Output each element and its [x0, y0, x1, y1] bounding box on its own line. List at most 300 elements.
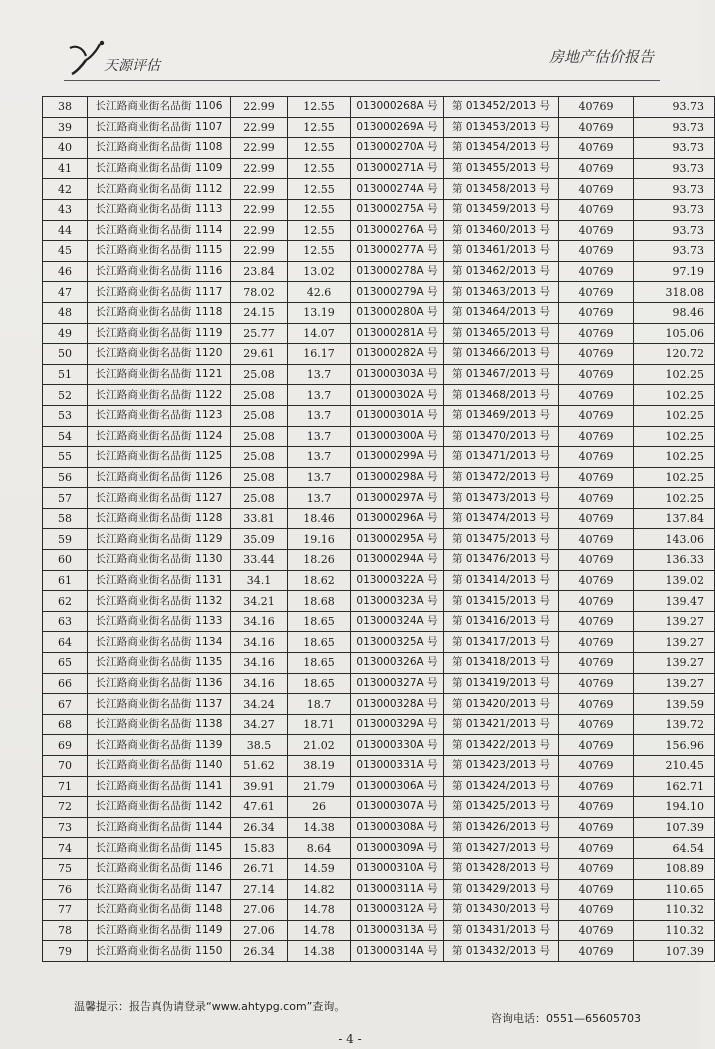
license-no-cell: 第 013421/2013 号	[444, 714, 559, 735]
unit-price-cell: 40769	[559, 550, 634, 571]
table-row	[43, 941, 715, 962]
building-area-cell: 27.06	[231, 920, 288, 941]
table-row	[43, 653, 715, 674]
property-cert-no-cell: 013000327A 号	[351, 673, 444, 694]
property-cert-no-cell: 013000303A 号	[351, 364, 444, 385]
building-area-cell: 34.16	[231, 653, 288, 674]
land-area-cell: 12.55	[288, 158, 351, 179]
unit-price-cell: 40769	[559, 653, 634, 674]
company-name: 天源评估	[104, 58, 160, 74]
license-no-cell: 第 013463/2013 号	[444, 282, 559, 303]
license-no-cell: 第 013471/2013 号	[444, 447, 559, 468]
license-no-cell: 第 013473/2013 号	[444, 488, 559, 509]
table-row	[43, 344, 715, 365]
row-number-cell: 79	[43, 941, 88, 962]
row-number-cell: 69	[43, 735, 88, 756]
unit-location-cell: 长江路商业街名品街 1147	[88, 879, 231, 900]
building-area-cell: 34.16	[231, 673, 288, 694]
row-number-cell: 44	[43, 220, 88, 241]
total-value-cell: 93.73	[634, 97, 715, 118]
table-row	[43, 467, 715, 488]
land-area-cell: 14.07	[288, 323, 351, 344]
unit-location-cell: 长江路商业街名品街 1146	[88, 858, 231, 879]
building-area-cell: 15.83	[231, 838, 288, 859]
page-number: - 4 -	[338, 1032, 362, 1046]
unit-price-cell: 40769	[559, 179, 634, 200]
unit-price-cell: 40769	[559, 694, 634, 715]
property-cert-no-cell: 013000314A 号	[351, 941, 444, 962]
license-no-cell: 第 013460/2013 号	[444, 220, 559, 241]
building-area-cell: 26.34	[231, 817, 288, 838]
land-area-cell: 12.55	[288, 199, 351, 220]
total-value-cell: 102.25	[634, 426, 715, 447]
unit-price-cell: 40769	[559, 282, 634, 303]
total-value-cell: 93.73	[634, 117, 715, 138]
land-area-cell: 18.26	[288, 550, 351, 571]
land-area-cell: 21.02	[288, 735, 351, 756]
building-area-cell: 25.08	[231, 447, 288, 468]
total-value-cell: 93.73	[634, 158, 715, 179]
unit-location-cell: 长江路商业街名品街 1144	[88, 817, 231, 838]
property-cert-no-cell: 013000329A 号	[351, 714, 444, 735]
license-no-cell: 第 013464/2013 号	[444, 302, 559, 323]
building-area-cell: 78.02	[231, 282, 288, 303]
license-no-cell: 第 013472/2013 号	[444, 467, 559, 488]
row-number-cell: 51	[43, 364, 88, 385]
property-cert-no-cell: 013000328A 号	[351, 694, 444, 715]
property-cert-no-cell: 013000294A 号	[351, 550, 444, 571]
table-row	[43, 302, 715, 323]
building-area-cell: 33.81	[231, 508, 288, 529]
total-value-cell: 102.25	[634, 364, 715, 385]
property-cert-no-cell: 013000270A 号	[351, 138, 444, 159]
row-number-cell: 65	[43, 653, 88, 674]
license-no-cell: 第 013415/2013 号	[444, 591, 559, 612]
unit-price-cell: 40769	[559, 364, 634, 385]
building-area-cell: 26.34	[231, 941, 288, 962]
unit-price-cell: 40769	[559, 508, 634, 529]
unit-price-cell: 40769	[559, 920, 634, 941]
land-area-cell: 14.78	[288, 920, 351, 941]
table-row	[43, 138, 715, 159]
building-area-cell: 22.99	[231, 138, 288, 159]
table-row	[43, 447, 715, 468]
license-no-cell: 第 013468/2013 号	[444, 385, 559, 406]
land-area-cell: 18.68	[288, 591, 351, 612]
land-area-cell: 12.55	[288, 138, 351, 159]
row-number-cell: 64	[43, 632, 88, 653]
building-area-cell: 25.08	[231, 405, 288, 426]
unit-location-cell: 长江路商业街名品街 1135	[88, 653, 231, 674]
row-number-cell: 57	[43, 488, 88, 509]
land-area-cell: 13.02	[288, 261, 351, 282]
building-area-cell: 25.08	[231, 364, 288, 385]
property-cert-no-cell: 013000280A 号	[351, 302, 444, 323]
property-valuation-table	[42, 96, 715, 962]
table-row	[43, 570, 715, 591]
table-row	[43, 611, 715, 632]
land-area-cell: 18.71	[288, 714, 351, 735]
property-cert-no-cell: 013000301A 号	[351, 405, 444, 426]
unit-location-cell: 长江路商业街名品街 1148	[88, 900, 231, 921]
land-area-cell: 26	[288, 797, 351, 818]
row-number-cell: 50	[43, 344, 88, 365]
table-row	[43, 323, 715, 344]
property-cert-no-cell: 013000274A 号	[351, 179, 444, 200]
total-value-cell: 93.73	[634, 220, 715, 241]
unit-location-cell: 长江路商业街名品街 1149	[88, 920, 231, 941]
license-no-cell: 第 013419/2013 号	[444, 673, 559, 694]
property-cert-no-cell: 013000281A 号	[351, 323, 444, 344]
table-row	[43, 508, 715, 529]
property-cert-no-cell: 013000297A 号	[351, 488, 444, 509]
row-number-cell: 47	[43, 282, 88, 303]
table-row	[43, 117, 715, 138]
total-value-cell: 139.27	[634, 611, 715, 632]
property-cert-no-cell: 013000279A 号	[351, 282, 444, 303]
unit-location-cell: 长江路商业街名品街 1141	[88, 776, 231, 797]
total-value-cell: 97.19	[634, 261, 715, 282]
land-area-cell: 19.16	[288, 529, 351, 550]
total-value-cell: 93.73	[634, 241, 715, 262]
unit-price-cell: 40769	[559, 344, 634, 365]
license-no-cell: 第 013420/2013 号	[444, 694, 559, 715]
total-value-cell: 139.59	[634, 694, 715, 715]
property-cert-no-cell: 013000277A 号	[351, 241, 444, 262]
license-no-cell: 第 013425/2013 号	[444, 797, 559, 818]
unit-price-cell: 40769	[559, 405, 634, 426]
license-no-cell: 第 013476/2013 号	[444, 550, 559, 571]
unit-price-cell: 40769	[559, 817, 634, 838]
row-number-cell: 42	[43, 179, 88, 200]
unit-price-cell: 40769	[559, 879, 634, 900]
row-number-cell: 53	[43, 405, 88, 426]
unit-price-cell: 40769	[559, 302, 634, 323]
unit-location-cell: 长江路商业街名品街 1109	[88, 158, 231, 179]
property-cert-no-cell: 013000306A 号	[351, 776, 444, 797]
building-area-cell: 25.08	[231, 467, 288, 488]
building-area-cell: 26.71	[231, 858, 288, 879]
license-no-cell: 第 013428/2013 号	[444, 858, 559, 879]
property-cert-no-cell: 013000295A 号	[351, 529, 444, 550]
land-area-cell: 13.7	[288, 426, 351, 447]
unit-location-cell: 长江路商业街名品街 1120	[88, 344, 231, 365]
total-value-cell: 102.25	[634, 385, 715, 406]
table-row	[43, 817, 715, 838]
land-area-cell: 13.7	[288, 364, 351, 385]
row-number-cell: 40	[43, 138, 88, 159]
land-area-cell: 14.59	[288, 858, 351, 879]
table-row	[43, 776, 715, 797]
building-area-cell: 23.84	[231, 261, 288, 282]
land-area-cell: 14.82	[288, 879, 351, 900]
license-no-cell: 第 013461/2013 号	[444, 241, 559, 262]
license-no-cell: 第 013469/2013 号	[444, 405, 559, 426]
license-no-cell: 第 013416/2013 号	[444, 611, 559, 632]
table-row	[43, 97, 715, 118]
land-area-cell: 12.55	[288, 97, 351, 118]
building-area-cell: 22.99	[231, 199, 288, 220]
license-no-cell: 第 013462/2013 号	[444, 261, 559, 282]
total-value-cell: 139.27	[634, 632, 715, 653]
unit-price-cell: 40769	[559, 611, 634, 632]
unit-price-cell: 40769	[559, 529, 634, 550]
row-number-cell: 67	[43, 694, 88, 715]
land-area-cell: 42.6	[288, 282, 351, 303]
total-value-cell: 93.73	[634, 199, 715, 220]
row-number-cell: 60	[43, 550, 88, 571]
building-area-cell: 39.91	[231, 776, 288, 797]
row-number-cell: 48	[43, 302, 88, 323]
license-no-cell: 第 013418/2013 号	[444, 653, 559, 674]
land-area-cell: 14.78	[288, 900, 351, 921]
property-cert-no-cell: 013000302A 号	[351, 385, 444, 406]
total-value-cell: 98.46	[634, 302, 715, 323]
property-cert-no-cell: 013000322A 号	[351, 570, 444, 591]
unit-price-cell: 40769	[559, 97, 634, 118]
license-no-cell: 第 013424/2013 号	[444, 776, 559, 797]
total-value-cell: 108.89	[634, 858, 715, 879]
row-number-cell: 74	[43, 838, 88, 859]
row-number-cell: 73	[43, 817, 88, 838]
unit-price-cell: 40769	[559, 261, 634, 282]
unit-location-cell: 长江路商业街名品街 1132	[88, 591, 231, 612]
unit-location-cell: 长江路商业街名品街 1123	[88, 405, 231, 426]
total-value-cell: 139.27	[634, 673, 715, 694]
property-cert-no-cell: 013000309A 号	[351, 838, 444, 859]
unit-location-cell: 长江路商业街名品街 1106	[88, 97, 231, 118]
land-area-cell: 18.7	[288, 694, 351, 715]
unit-price-cell: 40769	[559, 858, 634, 879]
total-value-cell: 139.02	[634, 570, 715, 591]
row-number-cell: 58	[43, 508, 88, 529]
table-row	[43, 385, 715, 406]
unit-location-cell: 长江路商业街名品街 1113	[88, 199, 231, 220]
building-area-cell: 34.16	[231, 632, 288, 653]
unit-location-cell: 长江路商业街名品街 1150	[88, 941, 231, 962]
total-value-cell: 120.72	[634, 344, 715, 365]
row-number-cell: 72	[43, 797, 88, 818]
unit-location-cell: 长江路商业街名品街 1114	[88, 220, 231, 241]
land-area-cell: 18.62	[288, 570, 351, 591]
property-cert-no-cell: 013000298A 号	[351, 467, 444, 488]
building-area-cell: 22.99	[231, 97, 288, 118]
land-area-cell: 18.65	[288, 653, 351, 674]
unit-location-cell: 长江路商业街名品街 1140	[88, 756, 231, 777]
unit-location-cell: 长江路商业街名品街 1136	[88, 673, 231, 694]
unit-location-cell: 长江路商业街名品街 1115	[88, 241, 231, 262]
building-area-cell: 34.1	[231, 570, 288, 591]
unit-price-cell: 40769	[559, 632, 634, 653]
building-area-cell: 34.21	[231, 591, 288, 612]
building-area-cell: 34.24	[231, 694, 288, 715]
license-no-cell: 第 013458/2013 号	[444, 179, 559, 200]
land-area-cell: 8.64	[288, 838, 351, 859]
header-divider	[64, 80, 660, 81]
unit-location-cell: 长江路商业街名品街 1138	[88, 714, 231, 735]
unit-price-cell: 40769	[559, 385, 634, 406]
unit-location-cell: 长江路商业街名品街 1128	[88, 508, 231, 529]
row-number-cell: 61	[43, 570, 88, 591]
unit-location-cell: 长江路商业街名品街 1130	[88, 550, 231, 571]
total-value-cell: 102.25	[634, 467, 715, 488]
unit-price-cell: 40769	[559, 488, 634, 509]
property-cert-no-cell: 013000300A 号	[351, 426, 444, 447]
unit-price-cell: 40769	[559, 714, 634, 735]
report-title: 房地产估价报告	[548, 48, 654, 66]
property-cert-no-cell: 013000325A 号	[351, 632, 444, 653]
total-value-cell: 110.32	[634, 920, 715, 941]
land-area-cell: 13.7	[288, 488, 351, 509]
unit-location-cell: 长江路商业街名品街 1117	[88, 282, 231, 303]
license-no-cell: 第 013431/2013 号	[444, 920, 559, 941]
table-row	[43, 632, 715, 653]
land-area-cell: 38.19	[288, 756, 351, 777]
building-area-cell: 25.08	[231, 385, 288, 406]
land-area-cell: 13.7	[288, 405, 351, 426]
total-value-cell: 107.39	[634, 941, 715, 962]
table-row	[43, 858, 715, 879]
property-cert-no-cell: 013000324A 号	[351, 611, 444, 632]
row-number-cell: 41	[43, 158, 88, 179]
total-value-cell: 139.47	[634, 591, 715, 612]
unit-price-cell: 40769	[559, 941, 634, 962]
license-no-cell: 第 013423/2013 号	[444, 756, 559, 777]
unit-price-cell: 40769	[559, 797, 634, 818]
building-area-cell: 27.14	[231, 879, 288, 900]
land-area-cell: 12.55	[288, 117, 351, 138]
license-no-cell: 第 013452/2013 号	[444, 97, 559, 118]
license-no-cell: 第 013417/2013 号	[444, 632, 559, 653]
building-area-cell: 29.61	[231, 344, 288, 365]
total-value-cell: 105.06	[634, 323, 715, 344]
license-no-cell: 第 013475/2013 号	[444, 529, 559, 550]
total-value-cell: 110.65	[634, 879, 715, 900]
row-number-cell: 52	[43, 385, 88, 406]
license-no-cell: 第 013429/2013 号	[444, 879, 559, 900]
unit-location-cell: 长江路商业街名品街 1125	[88, 447, 231, 468]
unit-price-cell: 40769	[559, 447, 634, 468]
license-no-cell: 第 013432/2013 号	[444, 941, 559, 962]
page-header	[0, 0, 700, 92]
total-value-cell: 143.06	[634, 529, 715, 550]
building-area-cell: 22.99	[231, 179, 288, 200]
unit-price-cell: 40769	[559, 220, 634, 241]
total-value-cell: 102.25	[634, 488, 715, 509]
row-number-cell: 63	[43, 611, 88, 632]
unit-location-cell: 长江路商业街名品街 1127	[88, 488, 231, 509]
table-row	[43, 158, 715, 179]
unit-price-cell: 40769	[559, 323, 634, 344]
total-value-cell: 194.10	[634, 797, 715, 818]
total-value-cell: 93.73	[634, 179, 715, 200]
property-cert-no-cell: 013000276A 号	[351, 220, 444, 241]
building-area-cell: 35.09	[231, 529, 288, 550]
unit-location-cell: 长江路商业街名品街 1107	[88, 117, 231, 138]
building-area-cell: 22.99	[231, 117, 288, 138]
unit-location-cell: 长江路商业街名品街 1126	[88, 467, 231, 488]
license-no-cell: 第 013427/2013 号	[444, 838, 559, 859]
unit-price-cell: 40769	[559, 735, 634, 756]
building-area-cell: 25.08	[231, 488, 288, 509]
unit-location-cell: 长江路商业街名品街 1129	[88, 529, 231, 550]
license-no-cell: 第 013459/2013 号	[444, 199, 559, 220]
license-no-cell: 第 013414/2013 号	[444, 570, 559, 591]
land-area-cell: 18.46	[288, 508, 351, 529]
unit-location-cell: 长江路商业街名品街 1112	[88, 179, 231, 200]
table-row	[43, 591, 715, 612]
total-value-cell: 139.72	[634, 714, 715, 735]
row-number-cell: 59	[43, 529, 88, 550]
land-area-cell: 12.55	[288, 220, 351, 241]
row-number-cell: 38	[43, 97, 88, 118]
table-row	[43, 179, 715, 200]
building-area-cell: 25.08	[231, 426, 288, 447]
table-row	[43, 756, 715, 777]
authenticity-note: 温馨提示：报告真伪请登录“www.ahtypg.com”查询。	[74, 1000, 346, 1013]
row-number-cell: 55	[43, 447, 88, 468]
building-area-cell: 51.62	[231, 756, 288, 777]
license-no-cell: 第 013454/2013 号	[444, 138, 559, 159]
unit-location-cell: 长江路商业街名品街 1122	[88, 385, 231, 406]
row-number-cell: 78	[43, 920, 88, 941]
row-number-cell: 77	[43, 900, 88, 921]
total-value-cell: 64.54	[634, 838, 715, 859]
unit-location-cell: 长江路商业街名品街 1142	[88, 797, 231, 818]
table-row	[43, 282, 715, 303]
building-area-cell: 33.44	[231, 550, 288, 571]
table-row	[43, 797, 715, 818]
building-area-cell: 38.5	[231, 735, 288, 756]
unit-location-cell: 长江路商业街名品街 1121	[88, 364, 231, 385]
total-value-cell: 318.08	[634, 282, 715, 303]
unit-price-cell: 40769	[559, 756, 634, 777]
total-value-cell: 162.71	[634, 776, 715, 797]
unit-price-cell: 40769	[559, 138, 634, 159]
total-value-cell: 102.25	[634, 405, 715, 426]
license-no-cell: 第 013465/2013 号	[444, 323, 559, 344]
table-row	[43, 261, 715, 282]
table-row	[43, 714, 715, 735]
table-row	[43, 405, 715, 426]
building-area-cell: 24.15	[231, 302, 288, 323]
property-cert-no-cell: 013000313A 号	[351, 920, 444, 941]
unit-location-cell: 长江路商业街名品街 1133	[88, 611, 231, 632]
table-row	[43, 550, 715, 571]
table-row	[43, 694, 715, 715]
unit-price-cell: 40769	[559, 158, 634, 179]
contact-phone: 咨询电话：0551—65605703	[491, 1012, 641, 1025]
row-number-cell: 76	[43, 879, 88, 900]
unit-location-cell: 长江路商业街名品街 1124	[88, 426, 231, 447]
property-cert-no-cell: 013000282A 号	[351, 344, 444, 365]
row-number-cell: 66	[43, 673, 88, 694]
land-area-cell: 21.79	[288, 776, 351, 797]
building-area-cell: 22.99	[231, 158, 288, 179]
unit-price-cell: 40769	[559, 117, 634, 138]
unit-location-cell: 长江路商业街名品街 1145	[88, 838, 231, 859]
unit-location-cell: 长江路商业街名品街 1137	[88, 694, 231, 715]
property-cert-no-cell: 013000299A 号	[351, 447, 444, 468]
row-number-cell: 70	[43, 756, 88, 777]
unit-location-cell: 长江路商业街名品街 1131	[88, 570, 231, 591]
property-cert-no-cell: 013000331A 号	[351, 756, 444, 777]
table-row	[43, 529, 715, 550]
property-cert-no-cell: 013000326A 号	[351, 653, 444, 674]
unit-price-cell: 40769	[559, 199, 634, 220]
property-cert-no-cell: 013000330A 号	[351, 735, 444, 756]
property-cert-no-cell: 013000271A 号	[351, 158, 444, 179]
